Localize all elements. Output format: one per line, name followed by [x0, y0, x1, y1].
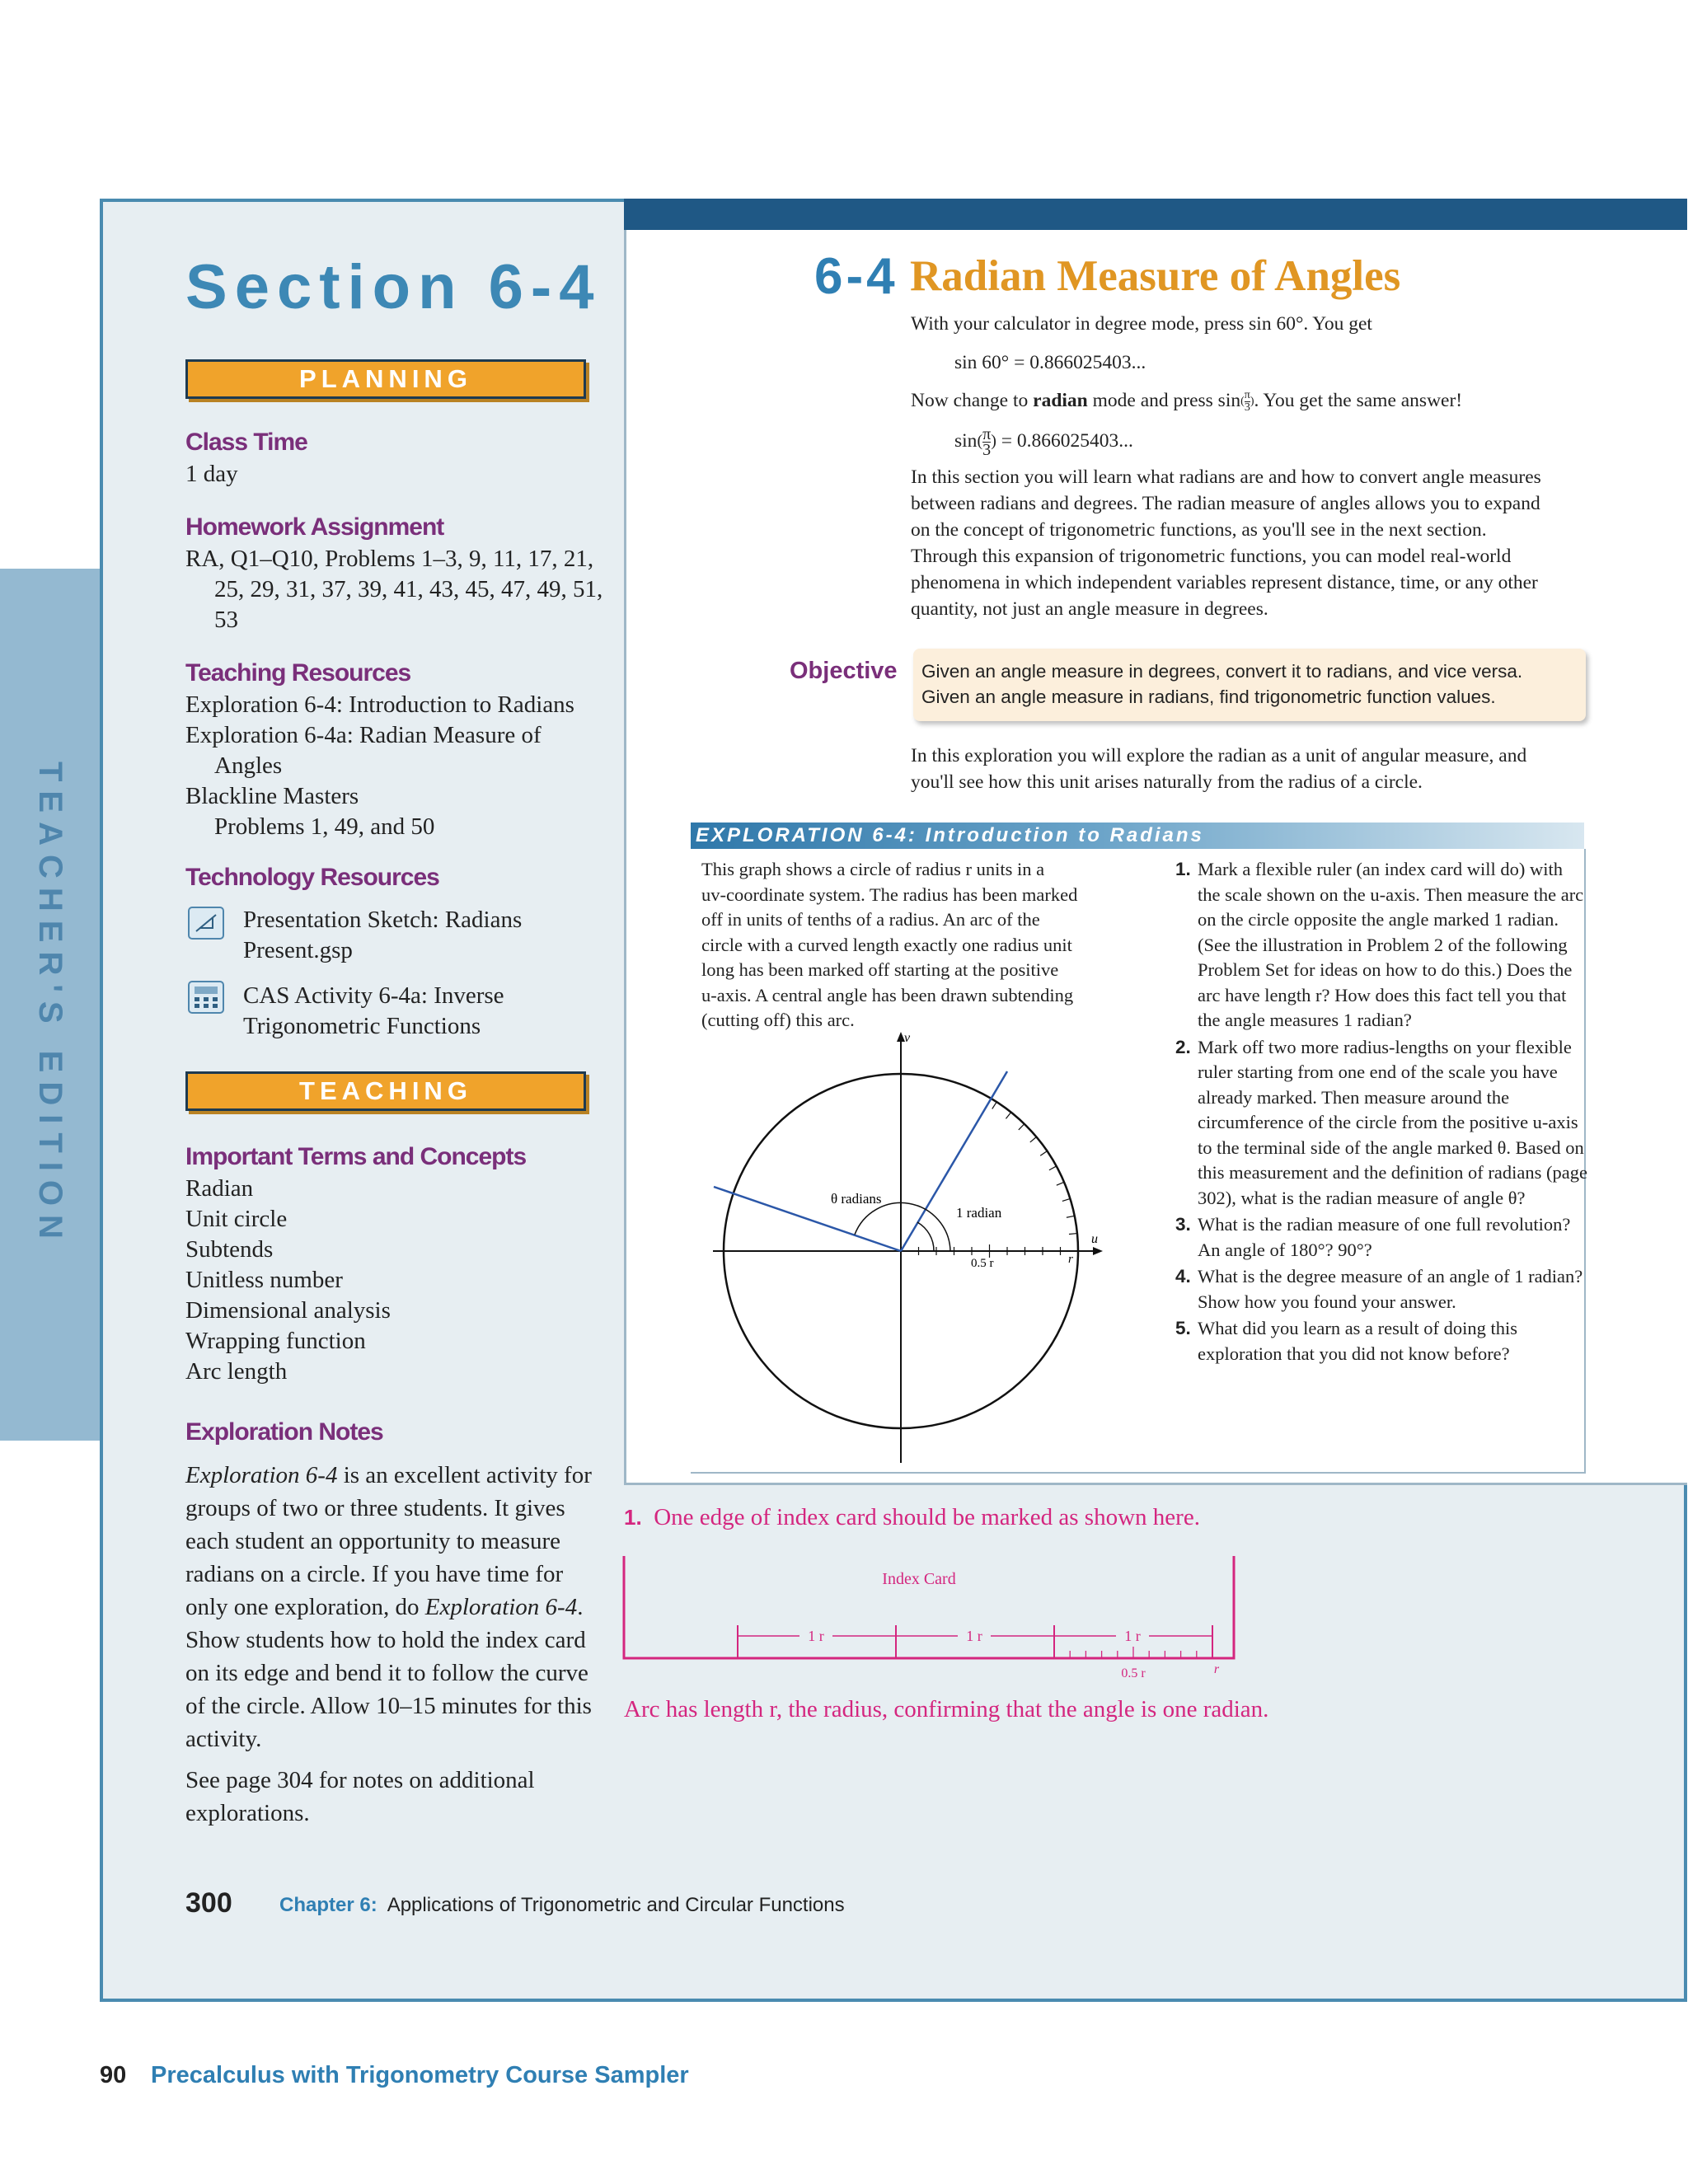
fraction-pi-over-3: ( $\frac{\pi}{3}$ ): [1240, 389, 1254, 415]
intro-paragraph: [911, 464, 1541, 622]
description-line: circle with a curved length exactly one radius unit: [701, 934, 1072, 955]
class-time-value: 1 day: [185, 461, 238, 487]
fraction-numerator: π: [1244, 389, 1250, 402]
italic-ref: Exploration 6-4: [424, 1594, 578, 1620]
question-text: What did you learn as a result of doing this exploration that you did not know before?: [1198, 1318, 1518, 1364]
technology-item-line: CAS Activity 6-4a: Inverse: [243, 982, 504, 1009]
term-item: Wrapping function: [185, 1328, 366, 1354]
text-run: = 0.866025403...: [996, 429, 1133, 452]
v-axis-label: v: [904, 1031, 911, 1045]
question-item: [1175, 1212, 1587, 1263]
italic-ref: Exploration 6-4: [185, 1462, 338, 1488]
term-item: Unitless number: [185, 1267, 343, 1293]
objective-line: Given an angle measure in degrees, convert it to radians, and vice versa.: [921, 661, 1523, 682]
terms-list: [185, 1174, 391, 1387]
answer-text: One edge of index card should be marked as shown here.: [654, 1504, 1200, 1530]
notes-text: is an excellent activity for groups of two or three students. It gives each student an opportunity to measure radians on a circle. If you have time for only one exploration, do: [185, 1462, 592, 1620]
terms-heading: Important Terms and Concepts: [185, 1143, 527, 1170]
radius-label: r: [1068, 1253, 1073, 1266]
paragraph-line: you'll see how this unit arises naturally from the radius of a circle.: [911, 771, 1423, 793]
equation-1: sin 60° = 0.866025403...: [954, 352, 1146, 373]
text-run: mode and press sin: [1087, 390, 1241, 411]
fraction-denominator: 3: [1244, 401, 1250, 415]
resource-item: Angles: [214, 752, 283, 779]
radian-circle-diagram: [701, 1030, 1113, 1467]
exploration-border-bottom: [691, 1472, 1586, 1474]
technology-item-1: [243, 905, 522, 966]
technology-item-line: Presentation Sketch: Radians: [243, 907, 523, 933]
chapter-title: Applications of Trigonometric and Circular Functions: [387, 1894, 845, 1916]
objective-text: [921, 658, 1522, 710]
resource-item: Exploration 6-4a: Radian Measure of: [185, 722, 542, 748]
fraction-denominator: 3: [982, 441, 992, 459]
u-axis-label: u: [1091, 1232, 1098, 1246]
arc-tick: [1030, 1137, 1037, 1141]
description-line: (cutting off) this arc.: [701, 1010, 855, 1030]
intro-line-2: [911, 387, 1462, 414]
term-item: Unit circle: [185, 1206, 288, 1232]
question-number: 4.: [1175, 1266, 1191, 1286]
segment-1-label: 1 r: [808, 1628, 824, 1644]
description-line: uv-coordinate system. The radius has been marked: [701, 883, 1078, 905]
fraction-pi-over-3: ( $\frac{\pi}{3}$ ): [977, 425, 996, 459]
description-line: This graph shows a circle of radius r units in a: [701, 859, 1045, 879]
question-item: [1175, 1035, 1587, 1212]
class-time-heading: Class Time: [185, 429, 307, 456]
exploration-notes-heading: Exploration Notes: [185, 1418, 383, 1446]
arc-tick: [1006, 1113, 1010, 1119]
header-bar: [624, 199, 1687, 230]
objective-line: Given an angle measure in radians, find trigonometric function values.: [921, 687, 1496, 707]
arc-tick: [1019, 1124, 1025, 1130]
bold-run: radian: [1033, 390, 1088, 411]
text-run: sin: [954, 429, 978, 452]
exploration-intro: [911, 743, 1526, 795]
term-item: Radian: [185, 1175, 254, 1202]
resource-item: Problems 1, 49, and 50: [214, 813, 435, 840]
question-item: [1175, 1264, 1587, 1315]
theta-label: θ radians: [831, 1191, 882, 1207]
teaching-resources-list: [185, 690, 574, 842]
technology-item-2: [243, 981, 504, 1042]
index-card-diagram: [614, 1549, 1249, 1681]
technology-heading: Technology Resources: [185, 864, 439, 891]
answer-conclusion: Arc has length r, the radius, confirming that the angle is one radian.: [624, 1696, 1269, 1722]
r-label: r: [1213, 1662, 1220, 1676]
paragraph-line: quantity, not just an angle measure in degrees.: [911, 598, 1268, 620]
arc-tick: [1049, 1166, 1057, 1170]
arc-tick: [1040, 1151, 1047, 1156]
equation-2: [954, 427, 1133, 457]
section-number: 6-4: [814, 248, 898, 305]
exploration-description: [701, 857, 1130, 1033]
text-run: . You get the same answer!: [1254, 390, 1463, 411]
paragraph-line: In this section you will learn what radians are and how to convert angle measures: [911, 466, 1541, 488]
fraction-numerator: π: [982, 425, 992, 443]
homework-line: 53: [214, 607, 238, 633]
text-run: Now change to: [911, 390, 1034, 411]
arc-tick: [1067, 1216, 1075, 1217]
chapter-label: Chapter 6:: [279, 1894, 377, 1916]
arc-tick: [1069, 1234, 1077, 1235]
question-number: 3.: [1175, 1214, 1191, 1235]
one-radian-label: 1 radian: [956, 1205, 1002, 1221]
planning-banner: PLANNING: [185, 359, 586, 399]
teaching-resources-heading: Teaching Resources: [185, 659, 411, 687]
homework-text: [185, 544, 603, 635]
objective-label: Objective: [790, 658, 898, 684]
technology-item-line: Trigonometric Functions: [243, 1013, 481, 1039]
theta-arc: [855, 1202, 950, 1251]
intro-line-1: With your calculator in degree mode, press sin 60°. You get: [911, 313, 1372, 335]
teaching-banner: TEACHING: [185, 1071, 586, 1111]
paragraph-line: Through this expansion of trigonometric functions, you can model real-world: [911, 546, 1512, 567]
arc-tick: [1062, 1198, 1071, 1201]
question-number: 1.: [1175, 859, 1191, 879]
question-item: [1175, 1316, 1587, 1366]
paragraph-line: In this exploration you will explore the radian as a unit of angular measure, and: [911, 745, 1527, 766]
exploration-header-label: EXPLORATION 6-4: Introduction to Radians: [696, 824, 1204, 846]
objective-box: [913, 649, 1586, 721]
exploration-header: [691, 823, 1584, 849]
question-text: Mark off two more radius-lengths on your flexible ruler starting from one end of the scale you have already marked. Then measure around the circumference of the circle from the positive u-axis to the terminal side of the angle marked θ. Based on this measurement and the definition of radians (page 302), what is the radian measure of angle θ?: [1198, 1036, 1587, 1208]
term-item: Dimensional analysis: [185, 1297, 391, 1324]
description-line: long has been marked off starting at the positive: [701, 959, 1059, 980]
exploration-notes-para-2: See page 304 for notes on additional explorations.: [185, 1767, 535, 1826]
section-title: Section 6-4: [185, 252, 602, 322]
segment-2-label: 1 r: [966, 1628, 982, 1644]
sampler-title: Precalculus with Trigonometry Course Sampler: [151, 2062, 689, 2088]
arc-tick: [992, 1102, 996, 1108]
side-tab-text: [0, 569, 100, 1441]
question-text: What is the radian measure of one full revolution? An angle of 180°? 90°?: [1198, 1214, 1571, 1260]
homework-line: RA, Q1–Q10, Problems 1–3, 9, 11, 17, 21,: [185, 546, 594, 572]
homework-heading: Homework Assignment: [185, 513, 444, 541]
u-axis-arrow: [1093, 1247, 1103, 1255]
term-item: Arc length: [185, 1358, 288, 1385]
sketchpad-icon: [188, 907, 224, 944]
side-tab-label: TEACHER'S EDITION: [32, 762, 68, 1248]
technology-item-line: Present.gsp: [243, 937, 353, 963]
question-item: [1175, 857, 1587, 1033]
one-radian-ray: [901, 1071, 1007, 1251]
arc-tick: [1057, 1182, 1064, 1185]
answer-1: [624, 1504, 1200, 1531]
section-heading: Radian Measure of Angles: [910, 252, 1401, 300]
paragraph-line: on the concept of trigonometric functions, as you'll see in the next section.: [911, 519, 1487, 541]
chapter-footer: [279, 1894, 845, 1917]
paragraph-line: between radians and degrees. The radian measure of angles allows you to expand: [911, 493, 1540, 514]
one-radian-arc: [917, 1222, 934, 1251]
index-card-label: Index Card: [882, 1570, 956, 1588]
page-number: 300: [185, 1887, 232, 1919]
term-item: Subtends: [185, 1236, 274, 1263]
exploration-notes-text: [185, 1459, 598, 1830]
sampler-page-number: 90: [100, 2062, 127, 2088]
question-text: Mark a flexible ruler (an index card will do) with the scale shown on the u-axis. Then measure the arc on the circle opposite the angle marked 1 radian. (See the illustration in Problem 2 of the following Problem Set for ideas on how to do this.) Does the arc have length r? How does this fact tell you that the angle measures 1 radian?: [1198, 859, 1584, 1030]
description-line: u-axis. A central angle has been drawn subtending: [701, 984, 1074, 1005]
notes-text: . Show students how to hold the index card on its edge and bend it to follow the curve of the circle. Allow 10–15 minutes for this activity.: [185, 1594, 592, 1752]
half-radius-label: 0.5 r: [971, 1257, 994, 1270]
cas-calculator-icon: [188, 981, 224, 1018]
question-text: What is the degree measure of an angle of 1 radian? Show how you found your answer.: [1198, 1266, 1583, 1312]
resource-item: Exploration 6-4: Introduction to Radians: [185, 691, 574, 718]
description-line: off in units of tenths of a radius. An arc of the: [701, 909, 1040, 930]
question-number: 5.: [1175, 1318, 1191, 1338]
arc-ticks: [992, 1102, 1077, 1234]
half-r-label: 0.5 r: [1121, 1666, 1146, 1680]
answer-number: 1.: [624, 1505, 642, 1530]
homework-line: 25, 29, 31, 37, 39, 41, 43, 45, 47, 49, 51,: [214, 576, 603, 602]
segment-3-label: 1 r: [1124, 1628, 1141, 1644]
paragraph-line: phenomena in which independent variables represent distance, time, or any other: [911, 572, 1538, 593]
resource-item: Blackline Masters: [185, 783, 359, 809]
question-number: 2.: [1175, 1036, 1191, 1057]
exploration-questions: [1175, 857, 1587, 1368]
exploration-notes-para-1: [185, 1459, 598, 1755]
